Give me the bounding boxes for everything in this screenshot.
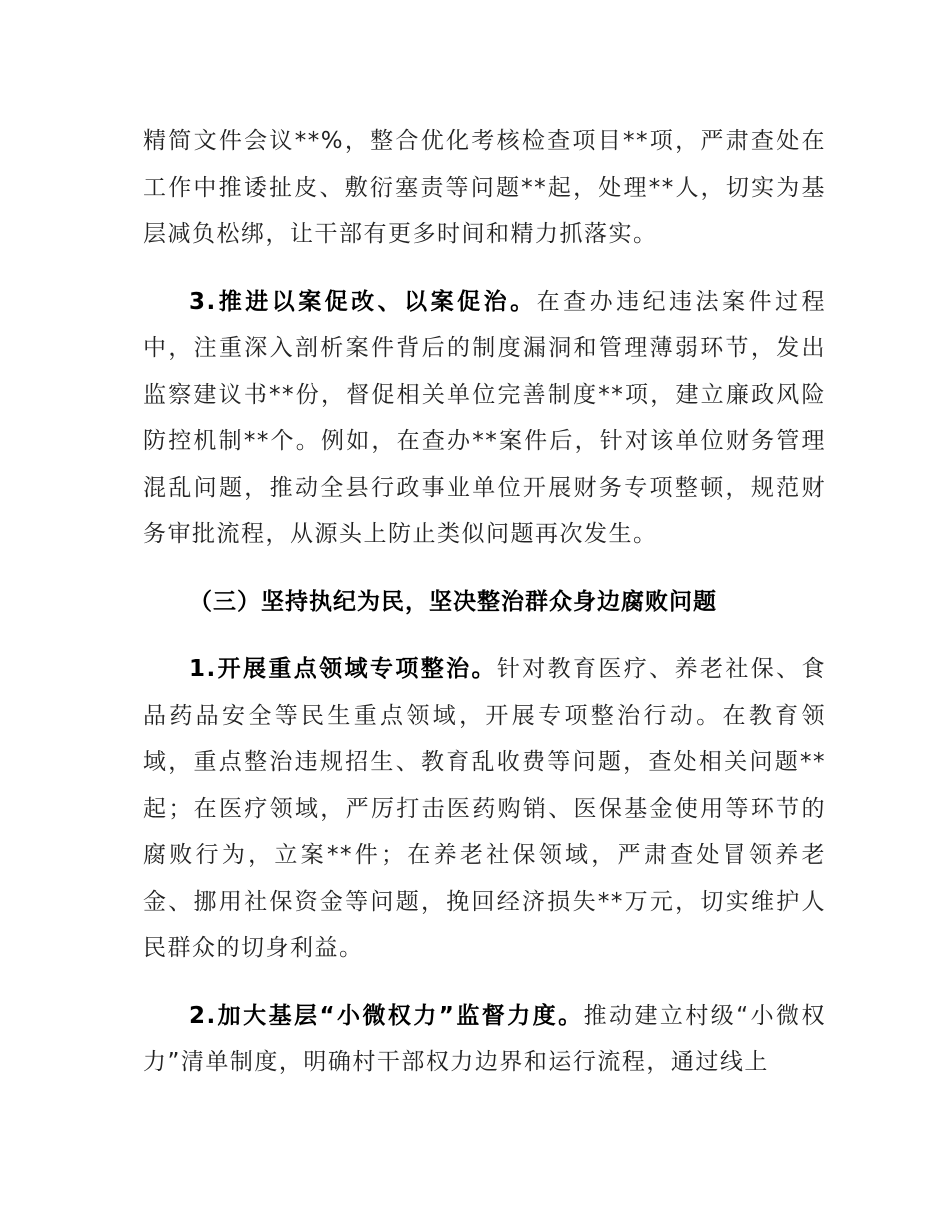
paragraph-gap (143, 972, 826, 993)
paragraph-gap (143, 625, 826, 646)
paragraph-lead: 2.加大基层“小微权力”监督力度。 (189, 1002, 584, 1029)
paragraph-gap (143, 558, 826, 579)
document-page (143, 118, 826, 1086)
paragraph-micro-power-supervision (143, 993, 826, 1086)
paragraph-text: 精简文件会议**%，整合优化考核检查项目**项，严肃查处在工作中推诿扯皮、敷衍塞责等问题**起，处理**人，切实为基层减负松绑，让干部有更多时间和精力抓落实。 (143, 128, 826, 247)
paragraph-gap (143, 258, 826, 279)
section-heading: （三）坚持执纪为民，坚决整治群众身边腐败问题 (189, 588, 717, 615)
paragraph-text: 针对教育医疗、养老社保、食品药品安全等民生重点领域，开展专项整治行动。在教育领域，重点整治违规招生、教育乱收费等问题，查处相关问题**起；在医疗领域，严厉打击医药购销、医保基金使用等环节的腐败行为，立案**件；在养老社保领域，严肃查处冒领养老金、挪用社保资金等问题，挽回经济损失**万元，切实维护人民群众的切身利益。 (143, 656, 827, 961)
paragraph-special-rectification (143, 646, 826, 972)
paragraph-continuation (143, 118, 826, 258)
paragraph-case-reform (143, 279, 826, 558)
paragraph-lead: 1.开展重点领域专项整治。 (189, 656, 497, 682)
paragraph-lead: 3.推进以案促改、以案促治。 (189, 288, 537, 315)
paragraph-text: 在查办违纪违法案件过程中，注重深入剖析案件背后的制度漏洞和管理薄弱环节，发出监察建议书**份，督促相关单位完善制度**项，建立廉政风险防控机制**个。例如，在查办**案件后，针对该单位财务管理混乱问题，推动全县行政事业单位开展财务专项整顿，规范财务审批流程，从源头上防止类似问题再次发生。 (143, 288, 827, 547)
paragraph-text: 推动建立村级“小微权力”清单制度，明确村干部权力边界和运行流程，通过线上 (143, 1002, 826, 1075)
